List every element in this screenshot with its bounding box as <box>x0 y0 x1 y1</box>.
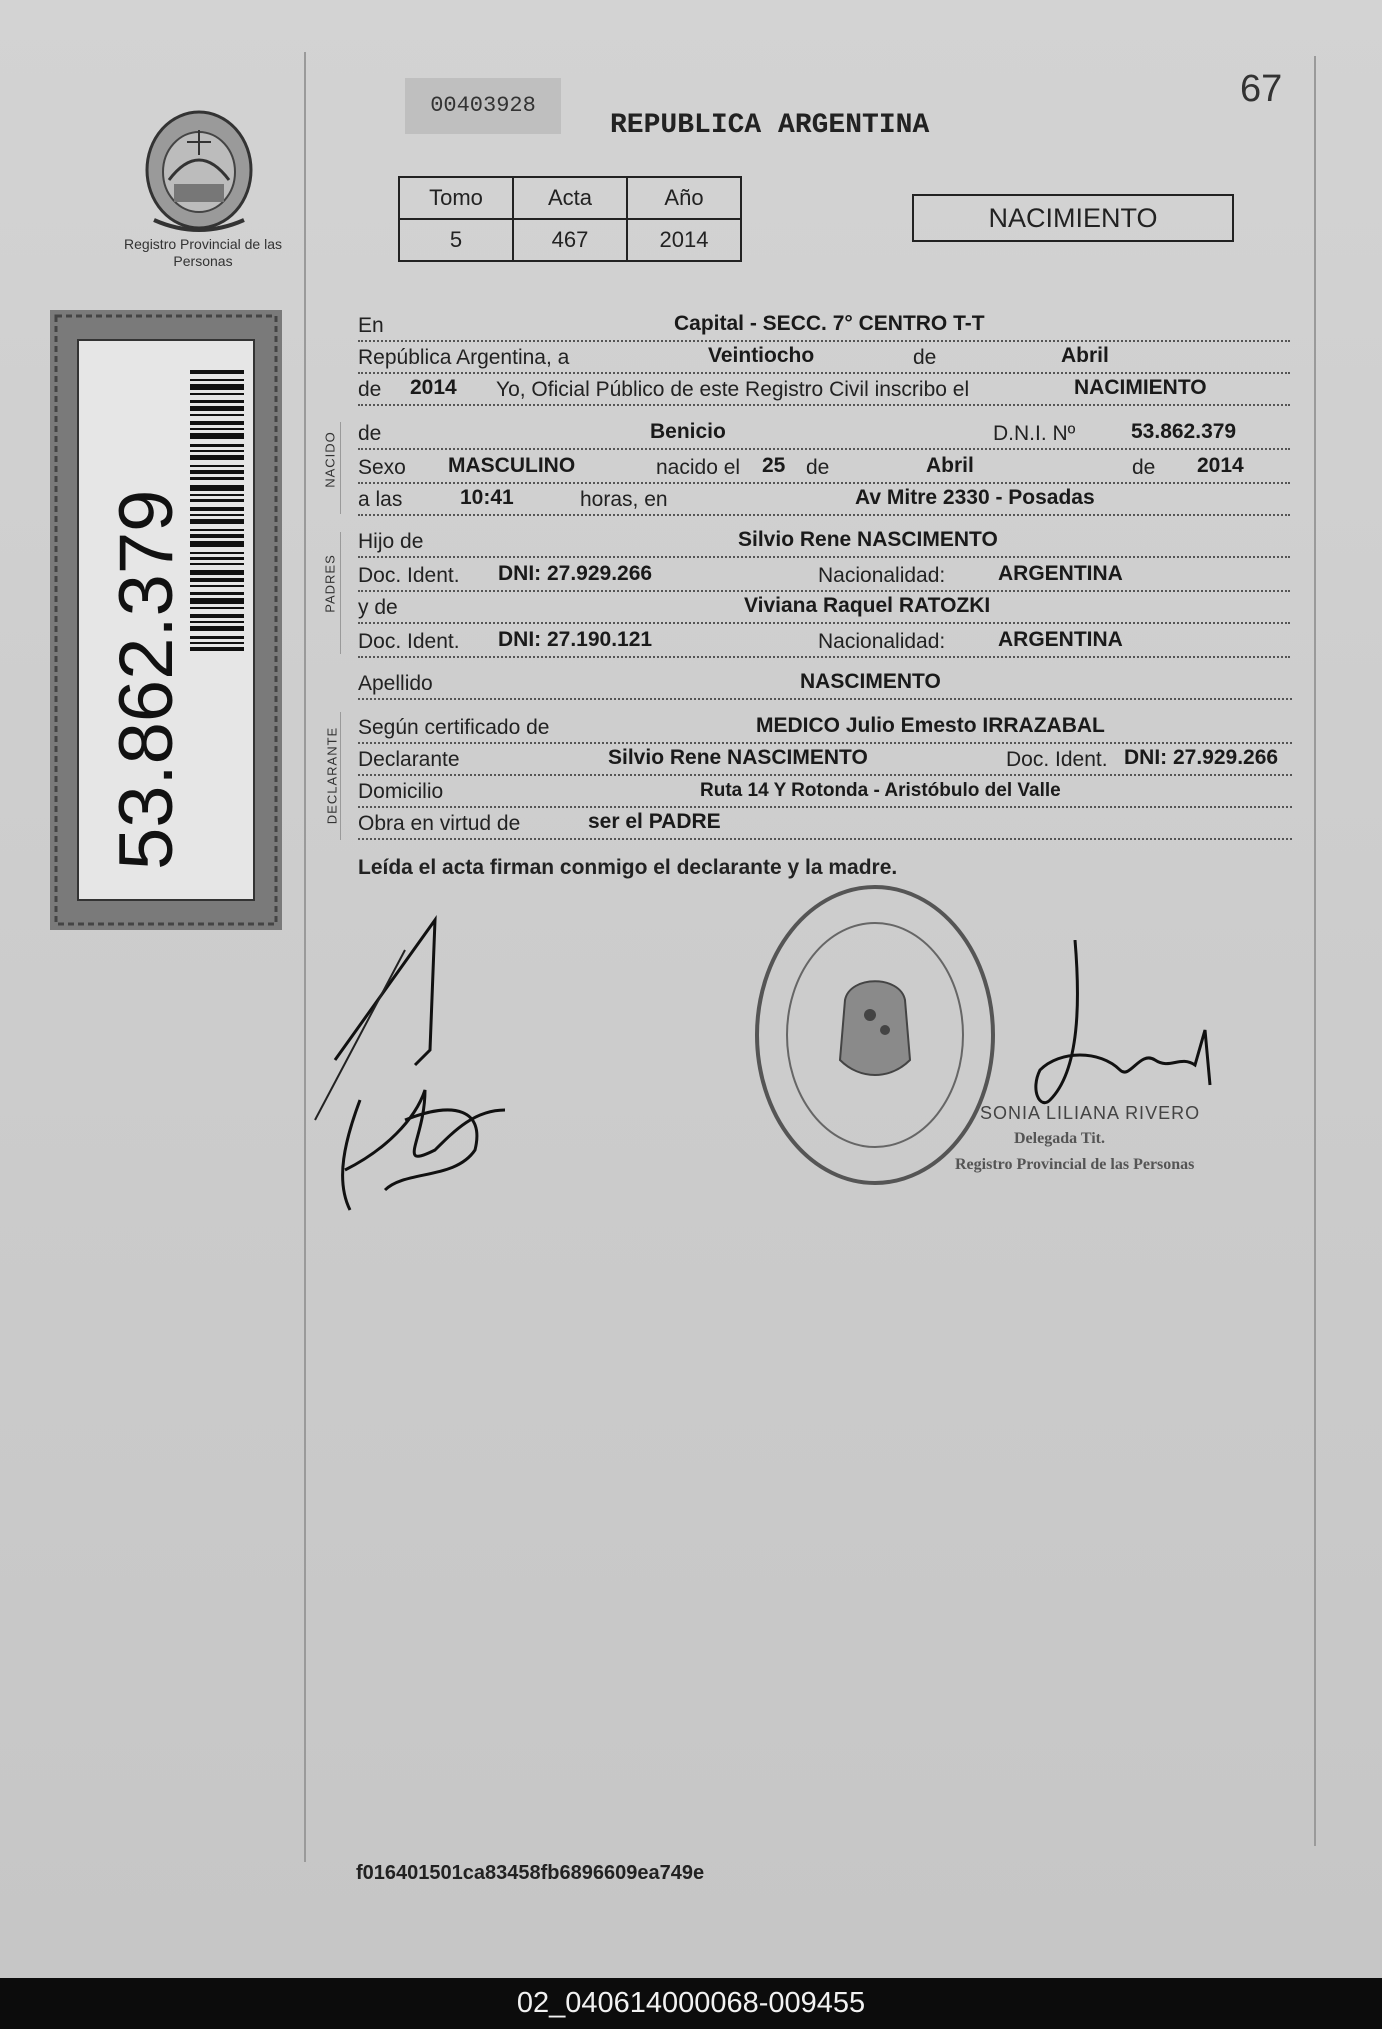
a-las-label: a las <box>358 488 403 511</box>
barcode-bar <box>190 519 244 524</box>
barcode-bar <box>190 529 244 531</box>
record-type-box: NACIMIENTO <box>912 194 1234 242</box>
official-stamp-icon <box>750 880 1000 1190</box>
barcode-bar <box>190 444 244 447</box>
row-certificado <box>358 712 1292 744</box>
barcode-bar <box>190 607 244 609</box>
barcode-bar <box>190 406 244 411</box>
padre-doc-value: DNI: 27.929.266 <box>498 562 653 585</box>
barcode-bar <box>190 507 244 511</box>
row-nombre <box>358 418 1290 450</box>
barcode-bar <box>190 433 244 439</box>
madre-doc-label: Doc. Ident. <box>358 630 460 653</box>
page-number: 67 <box>1240 68 1283 110</box>
padres-bracket <box>340 532 341 654</box>
padre-doc-label: Doc. Ident. <box>358 564 460 587</box>
closing-statement: Leída el acta firman conmigo el declarante y la madre. <box>358 856 898 879</box>
row-sexo <box>358 452 1290 484</box>
certificado-value: MEDICO Julio Emesto IRRAZABAL <box>756 714 1105 737</box>
hora-value: 10:41 <box>460 486 514 509</box>
barcode-number: 53.862.379 <box>104 489 189 870</box>
barcode-bar <box>190 626 244 631</box>
declarante-doc-value: DNI: 27.929.266 <box>1124 746 1279 769</box>
madre-nacionalidad-label: Nacionalidad: <box>818 630 946 653</box>
barcode-bar <box>190 465 244 467</box>
barcode-bar <box>190 494 244 496</box>
anio-value: 2014 <box>410 376 457 399</box>
barcode-bar <box>190 621 244 623</box>
barcode-frame <box>50 310 282 930</box>
barcode-bar <box>190 563 244 565</box>
barcode-card <box>50 310 282 930</box>
misiones-emblem-icon <box>134 100 264 240</box>
barcode-bar <box>190 485 244 491</box>
nac-mes-value: Abril <box>926 454 974 477</box>
row-madre <box>358 592 1290 624</box>
inscribo-label: Yo, Oficial Público de este Registro Civil inscribo el <box>496 378 970 401</box>
barcode-bar <box>190 384 244 390</box>
barcode-bar <box>190 592 244 595</box>
row-hora <box>358 484 1290 516</box>
section-declarante-label: DECLARANTE <box>324 726 340 825</box>
document-title: REPUBLICA ARGENTINA <box>610 110 930 141</box>
nacido-el-label: nacido el <box>656 456 741 479</box>
header-tomo: Tomo <box>399 177 513 219</box>
section-padres-label: PADRES <box>322 554 338 613</box>
nacido-bracket <box>340 422 341 514</box>
lugar-value: Av Mitre 2330 - Posadas <box>855 486 1095 509</box>
row-padre-doc <box>358 560 1290 592</box>
row-en <box>358 310 1290 342</box>
padre-value: Silvio Rene NASCIMENTO <box>738 528 998 551</box>
barcode-bar <box>190 585 244 587</box>
certificado-label: Según certificado de <box>358 716 550 739</box>
barcode-bar <box>190 400 244 403</box>
nac-de1-label: de <box>806 456 830 479</box>
footer-bar: 02_040614000068-009455 <box>0 1978 1382 2029</box>
header-acta: Acta <box>513 177 627 219</box>
row-declarante <box>358 744 1292 776</box>
serial-number: 00403928 <box>405 78 561 134</box>
row-apellido <box>358 668 1292 700</box>
declarante-bracket <box>340 712 341 840</box>
apellido-label: Apellido <box>358 672 433 695</box>
y-de-label: y de <box>358 596 398 619</box>
inscribo-value: NACIMIENTO <box>1074 376 1207 399</box>
right-margin-line <box>1314 56 1316 1846</box>
de-label-2: de <box>358 378 382 401</box>
en-label: En <box>358 314 384 337</box>
official-name: SONIA LILIANA RIVERO <box>980 1103 1201 1123</box>
barcode-bar <box>190 578 244 582</box>
madre-doc-value: DNI: 27.190.121 <box>498 628 653 651</box>
barcode-bar <box>190 499 244 502</box>
nac-dia-value: 25 <box>762 454 786 477</box>
record-table <box>398 176 742 262</box>
barcode-bar <box>190 534 244 538</box>
mes-value: Abril <box>1061 344 1109 367</box>
row-obra <box>358 808 1292 840</box>
padre-nac-value: ARGENTINA <box>998 562 1123 585</box>
horas-en-label: horas, en <box>580 488 668 511</box>
declarante-value: Silvio Rene NASCIMENTO <box>608 746 868 769</box>
barcode-bar <box>190 477 244 480</box>
barcode-bar <box>190 421 244 425</box>
dni-label: D.N.I. Nº <box>993 422 1076 445</box>
dni-value: 53.862.379 <box>1131 420 1237 443</box>
barcode-bar <box>190 598 244 604</box>
row-fecha <box>358 342 1290 374</box>
value-anio: 2014 <box>627 219 741 261</box>
barcode-bar <box>190 642 244 644</box>
row-madre-doc <box>358 626 1290 658</box>
barcode-bar <box>190 379 244 381</box>
declarante-doc-label: Doc. Ident. <box>1006 748 1108 771</box>
apellido-value: NASCIMENTO <box>800 670 941 693</box>
declarante-label: Declarante <box>358 748 460 771</box>
de-label: de <box>913 346 937 369</box>
barcode-bar <box>190 647 244 651</box>
domicilio-label: Domicilio <box>358 780 444 803</box>
obra-value: ser el PADRE <box>588 810 721 833</box>
barcode-bar <box>190 614 244 618</box>
barcode-bar <box>190 541 244 547</box>
sexo-label: Sexo <box>358 456 406 479</box>
value-tomo: 5 <box>399 219 513 261</box>
dia-value: Veintiocho <box>708 344 815 367</box>
barcode-bar <box>190 414 244 416</box>
barcode-bar <box>190 393 244 395</box>
madre-nac-value: ARGENTINA <box>998 628 1123 651</box>
barcode-bar <box>190 570 244 575</box>
signature-declarante-icon <box>305 910 525 1230</box>
obra-label: Obra en virtud de <box>358 812 521 835</box>
barcode-bar <box>190 514 244 516</box>
issuer-label: Registro Provincial de las Personas <box>124 236 282 269</box>
hijo-label: Hijo de <box>358 530 424 553</box>
nombre-value: Benicio <box>650 420 726 443</box>
row-hijo <box>358 526 1290 558</box>
official-title: Delegada Tit. <box>1014 1130 1105 1147</box>
nac-anio-value: 2014 <box>1197 454 1244 477</box>
barcode-bar <box>190 470 244 474</box>
value-acta: 467 <box>513 219 627 261</box>
barcode-bar <box>190 370 244 374</box>
row-inscribo <box>358 374 1290 406</box>
domicilio-value: Ruta 14 Y Rotonda - Aristóbulo del Valle <box>700 780 1061 801</box>
nombre-label: de <box>358 422 382 445</box>
document-hash: f016401501ca83458fb6896609ea749e <box>356 1862 705 1884</box>
barcode-bar <box>190 450 244 452</box>
madre-value: Viviana Raquel RATOZKI <box>744 594 991 617</box>
barcode-bar <box>190 455 244 460</box>
section-nacido-label: NACIDO <box>322 431 338 488</box>
row-domicilio <box>358 776 1292 808</box>
en-value: Capital - SECC. 7° CENTRO T-T <box>674 312 985 335</box>
barcode-bar <box>190 636 244 639</box>
barcode-bar <box>190 557 244 560</box>
republica-label: República Argentina, a <box>358 346 570 369</box>
official-office: Registro Provincial de las Personas <box>955 1156 1195 1173</box>
barcode-bar <box>190 552 244 554</box>
sexo-value: MASCULINO <box>448 454 576 477</box>
barcode-bar <box>190 428 244 430</box>
padre-nacionalidad-label: Nacionalidad: <box>818 564 946 587</box>
nac-de2-label: de <box>1132 456 1156 479</box>
header-anio: Año <box>627 177 741 219</box>
